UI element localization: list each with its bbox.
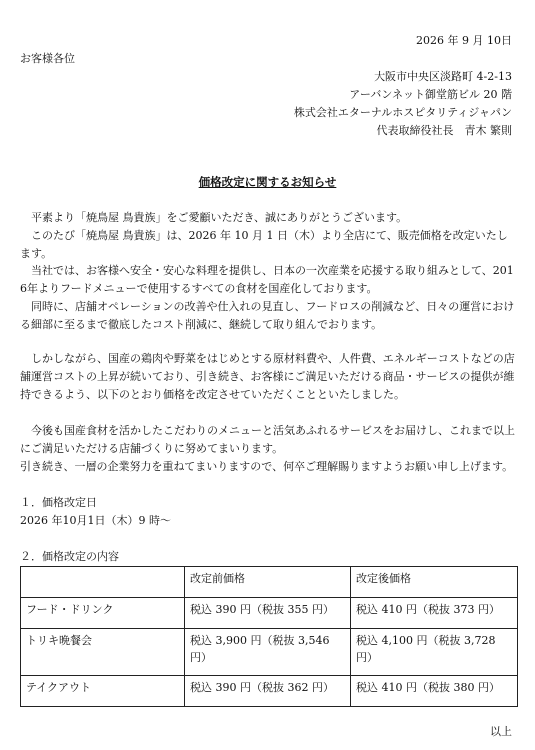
paragraph-commitment: 今後も国産食材を活かしたこだわりのメニューと活気あふれるサービスをお届けし、これまで以上にご満足いただける店舗づくりに努めてまいります。 引き続き、一層の企業努力を重ねてまいりますので、何卒ご理解賜りますようお願い申し上げます。 — [20, 424, 515, 473]
sender-representative: 代表取締役社長 青木 繁則 — [376, 124, 512, 137]
table-header-row — [21, 567, 518, 598]
section-heading-revision-date: １．価格改定日 — [20, 496, 97, 509]
table-cell-after: 税込 410 円（税抜 373 円） — [351, 598, 518, 629]
table-cell-before: 税込 390 円（税抜 362 円） — [185, 676, 351, 707]
table-cell-item: テイクアウト — [21, 676, 185, 707]
table-header-cell — [21, 567, 185, 598]
table-cell-after: 税込 4,100 円（税抜 3,728 円） — [351, 629, 518, 676]
paragraph-reason: しかしながら、国産の鶏肉や野菜をはじめとする原材料費や、人件費、エネルギーコストなどの店舗運営コストの上昇が続いており、引き続き、お客様にご満足いただける商品・サービスの提供が維持できるよう、以下のとおり価格を改定させていただくことといたしました。 — [20, 352, 515, 401]
sender-address-line2: アーバンネット御堂筋ビル 20 階 — [349, 88, 512, 101]
sender-company: 株式会社エターナルホスピタリティジャパン — [293, 106, 512, 119]
revision-date-value: 2026 年10月1日（木）9 時～ — [20, 514, 171, 527]
notice-date: 2026 年 9 月 10日 — [416, 34, 512, 47]
price-table — [20, 566, 518, 707]
document-title: 価格改定に関するお知らせ — [198, 175, 337, 189]
table-cell-before: 税込 390 円（税抜 355 円） — [185, 598, 351, 629]
paragraph-greeting: 平素より「焼鳥屋 鳥貴族」をご愛顧いただき、誠にありがとうございます。 このたび「焼鳥屋 鳥貴族」は、2026 年 10 月 1 日（木）より全店にて、販売価格を改定いたします。 — [20, 211, 508, 260]
table-row — [21, 629, 518, 676]
table-row — [21, 598, 518, 629]
section-heading-revision-content: ２．価格改定の内容 — [20, 550, 119, 563]
paragraph-background: 当社では、お客様へ安全・安心な料理を提供し、日本の一次産業を応援する取り組みとして、2016年よりフードメニューで使用するすべての食材を国産化しております。 同時に、店舗オペレーションの改善や仕入れの見直し、フードロスの削減など、日々の運営における細部に至るまで徹底したコスト削減に、継続して取り組んでおります。 — [20, 264, 515, 331]
table-header-cell: 改定後価格 — [351, 567, 518, 598]
table-cell-after: 税込 410 円（税抜 380 円） — [351, 676, 518, 707]
addressee: お客様各位 — [20, 52, 75, 65]
table-row — [21, 676, 518, 707]
closing-mark: 以上 — [490, 725, 512, 739]
table-cell-item: トリキ晩餐会 — [21, 629, 185, 676]
sender-address-line1: 大阪市中央区淡路町 4-2-13 — [374, 70, 512, 83]
table-cell-before: 税込 3,900 円（税抜 3,546 円） — [185, 629, 351, 676]
table-cell-item: フード・ドリンク — [21, 598, 185, 629]
table-header-cell: 改定前価格 — [185, 567, 351, 598]
